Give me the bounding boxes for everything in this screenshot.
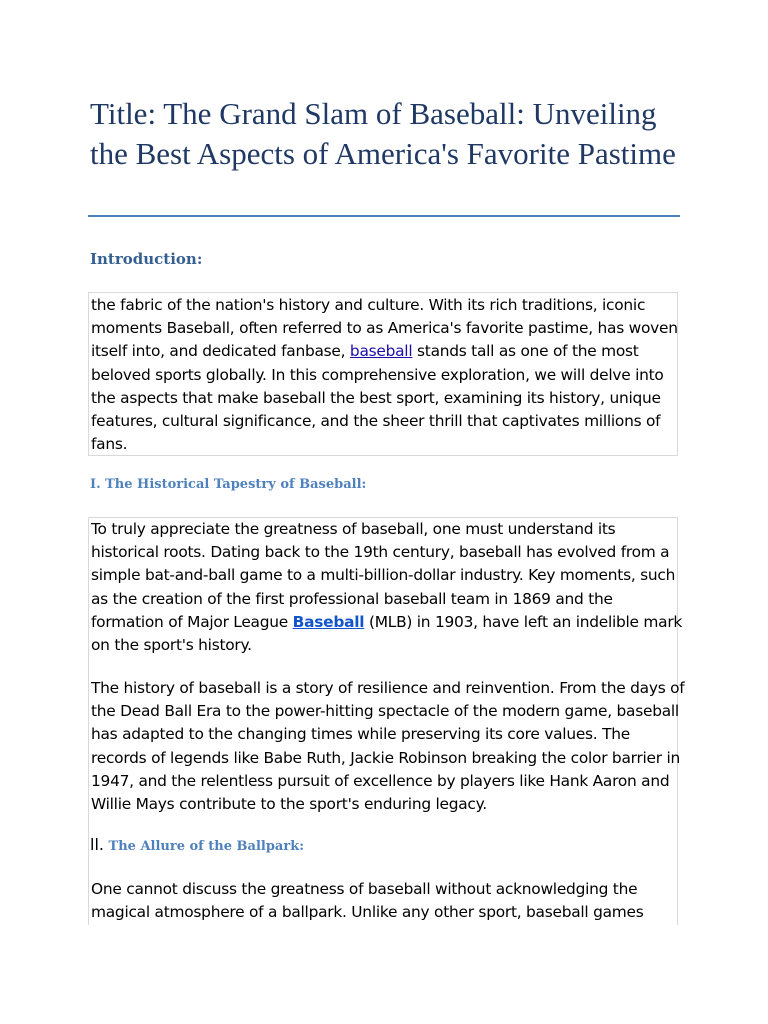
introduction-paragraph xyxy=(91,294,685,456)
ballpark-heading-numeral: ll. xyxy=(90,835,104,854)
history-paragraph-2: The history of baseball is a story of resilience and reinvention. From the days of the Dead Ball Era to the power-hitting spectacle of the modern game, baseball has adapted to the changing times while preserving its core values. The records of legends like Babe Ruth, Jackie Robinson breaking the color barrier in 1947, and the relentless pursuit of excellence by players like Hank Aaron and Willie Mays contribute to the sport's enduring legacy. xyxy=(91,679,685,814)
title-divider xyxy=(88,215,680,217)
history-heading: I. The Historical Tapestry of Baseball: xyxy=(90,477,367,492)
ballpark-heading-text: The Allure of the Ballpark: xyxy=(108,839,304,854)
baseball-link[interactable]: baseball xyxy=(349,342,413,361)
history-text-end: (MLB) in 1903, have left an indelible mark on the sport's history. xyxy=(91,612,683,655)
page-title: Title: The Grand Slam of Baseball: Unveiling the Best Aspects of America's Favorite Pastime xyxy=(90,96,676,171)
ballpark-heading xyxy=(90,836,304,856)
history-paragraph-1 xyxy=(91,518,685,657)
introduction-text-start: the fabric of the nation's history and culture. With its rich traditions, iconic moments Baseball, often referred to as America's favorite pastime, has woven itself into, and dedicated fanbase, xyxy=(91,296,678,361)
major-league-baseball-link[interactable]: Baseball xyxy=(292,612,365,631)
introduction-text-end: stands tall as one of the most beloved sports globally. In this comprehensive exploration, we will delve into the aspects that make baseball the best sport, examining its history, unique features, cultural significance, and the sheer thrill that captivates millions of fans. xyxy=(91,342,664,454)
introduction-heading: Introduction: xyxy=(90,250,203,268)
ballpark-paragraph: One cannot discuss the greatness of baseball without acknowledging the magical atmosphere of a ballpark. Unlike any other sport, baseball games xyxy=(91,880,644,922)
history-text-start: To truly appreciate the greatness of baseball, one must understand its historical roots. Dating back to the 19th century, baseball has evolved from a simple bat-and-ball game to a multi-billion-dollar industry. Key moments, such as the creation of the first professional baseball team in 1869 and the formation of Major League xyxy=(91,520,676,631)
